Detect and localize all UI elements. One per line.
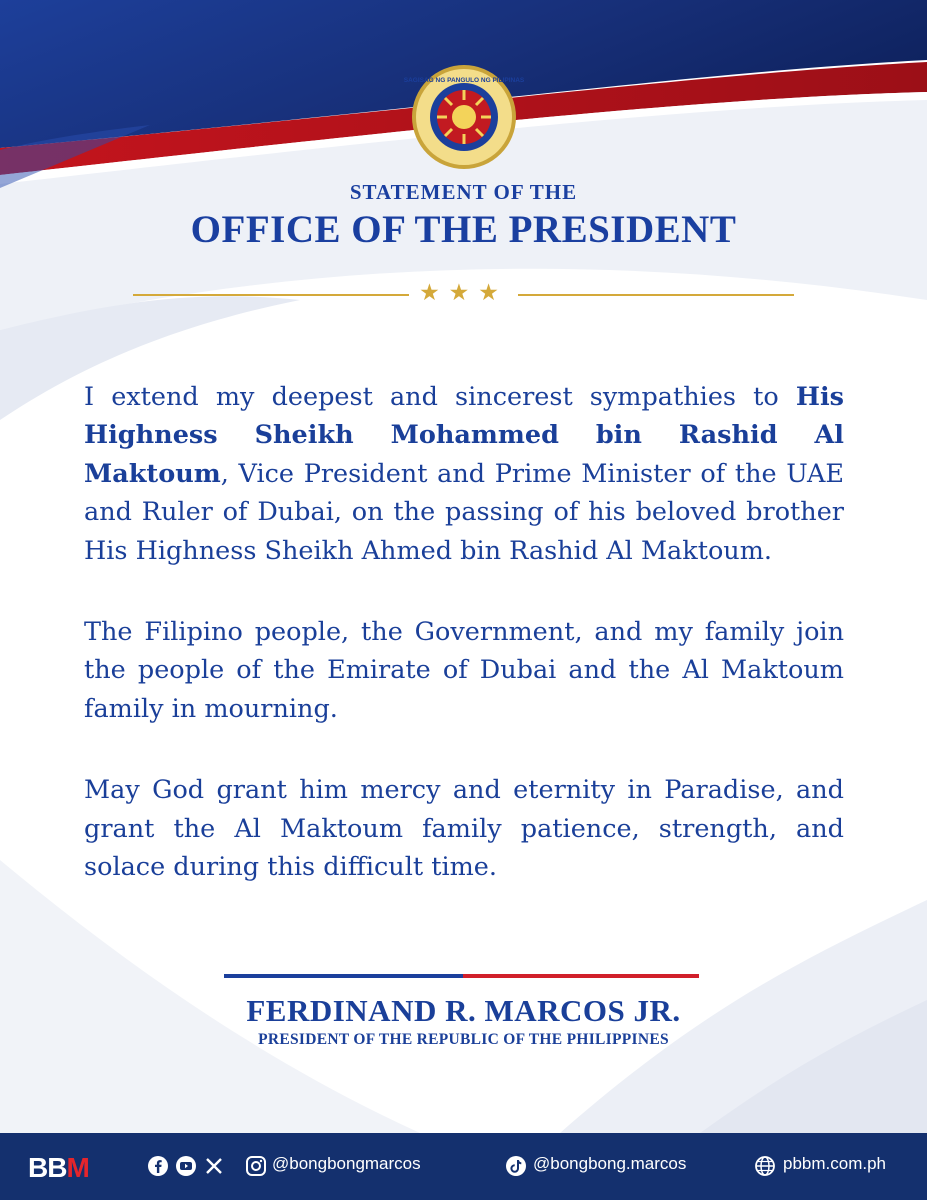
website-link[interactable]: pbbm.com.ph bbox=[783, 1154, 886, 1173]
handle-bongbongmarcos[interactable]: @bongbongmarcos bbox=[272, 1154, 421, 1173]
signatory-block bbox=[0, 993, 927, 1049]
gold-divider bbox=[133, 280, 794, 306]
facebook-icon[interactable] bbox=[147, 1155, 169, 1177]
divider-line-left bbox=[133, 294, 409, 296]
statement-paragraph-2: The Filipino people, the Government, and my family join the people of the Emirate of Dubai and the Al Maktoum family in mourning. bbox=[84, 617, 844, 724]
statement-body bbox=[84, 378, 844, 929]
instagram-icon[interactable] bbox=[245, 1155, 267, 1177]
p1-text-b: , Vice President and Prime Minister of the UAE and Ruler of Dubai, on the passing of his beloved brother His Highness Sheikh Ahmed bin Rashid Al Maktoum. bbox=[84, 458, 844, 566]
tiktok-icon[interactable] bbox=[505, 1155, 527, 1177]
statement-header bbox=[0, 180, 927, 252]
bbm-logo-bb: BB bbox=[28, 1152, 67, 1183]
signature-line-red bbox=[463, 974, 699, 978]
statement-paragraph-3: May God grant him mercy and eternity in Paradise, and grant the Al Maktoum family patience, strength, and solace during this difficult time. bbox=[84, 775, 844, 883]
handle-tiktok[interactable]: @bongbong.marcos bbox=[533, 1154, 687, 1173]
header-title: OFFICE OF THE PRESIDENT bbox=[190, 208, 737, 251]
globe-icon[interactable] bbox=[754, 1155, 776, 1177]
statement-paragraph-1 bbox=[84, 378, 844, 570]
signatory-title: PRESIDENT OF THE REPUBLIC OF THE PHILIPPINES bbox=[258, 1031, 669, 1048]
x-icon[interactable] bbox=[203, 1155, 225, 1177]
seal-text: SAGISAG NG PANGULO NG PILIPINAS bbox=[403, 77, 525, 84]
header-subtitle: STATEMENT OF THE bbox=[349, 180, 578, 204]
p1-text-a: I extend my deepest and sincerest sympathies to bbox=[84, 382, 796, 412]
presidential-seal bbox=[403, 64, 525, 170]
signature-line-blue bbox=[224, 974, 463, 978]
youtube-icon[interactable] bbox=[175, 1155, 197, 1177]
signatory-name: FERDINAND R. MARCOS JR. bbox=[246, 993, 681, 1028]
divider-line-right bbox=[518, 294, 794, 296]
bbm-logo[interactable] bbox=[28, 1152, 89, 1184]
p1-honoree-name: His Highness Sheikh Mohammed bin Rashid Al Maktoum bbox=[84, 382, 844, 489]
footer-bar bbox=[0, 1133, 927, 1200]
divider-stars: ★★★ bbox=[419, 280, 508, 306]
bbm-logo-m: M bbox=[66, 1152, 89, 1183]
